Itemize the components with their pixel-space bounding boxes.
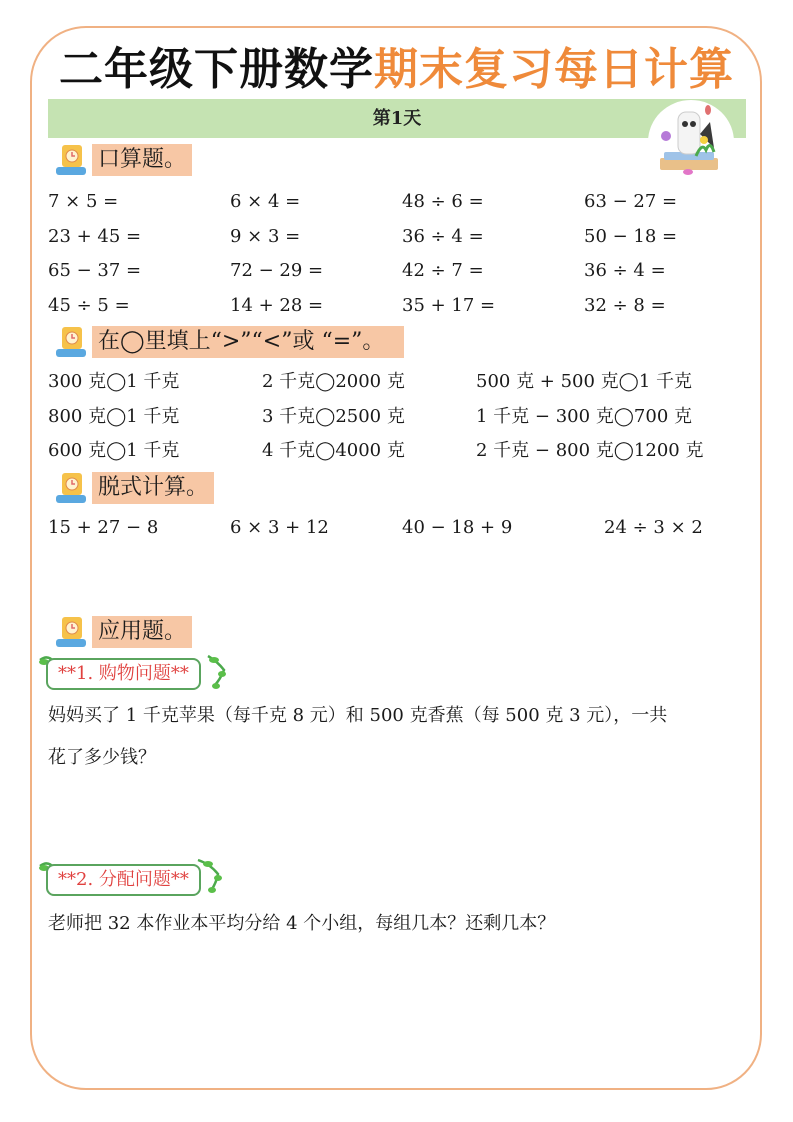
section-label: 脱式计算。 <box>92 472 214 504</box>
compare-item: 3 千克◯2500 克 <box>262 406 405 427</box>
stepwise-item: 40 − 18 + 9 <box>402 517 513 538</box>
oral-item: 72 − 29 = <box>230 260 324 281</box>
problem-text: 妈妈买了 1 千克苹果（每千克 8 元）和 500 克香蕉（每 500 克 3 元），一共 <box>48 705 668 726</box>
oral-item: 32 ÷ 8 = <box>584 295 666 316</box>
compare-item: 500 克 + 500 克◯1 千克 <box>476 371 692 392</box>
oral-item: 36 ÷ 4 = <box>402 226 484 247</box>
compare-item: 300 克◯1 千克 <box>48 371 180 392</box>
alarm-clock-book-icon <box>54 471 90 505</box>
day-banner: 第1天 <box>48 99 746 138</box>
oral-item: 35 + 17 = <box>402 295 496 316</box>
section-label: 口算题。 <box>92 144 192 176</box>
compare-item: 800 克◯1 千克 <box>48 406 180 427</box>
oral-item: 48 ÷ 6 = <box>402 191 484 212</box>
problem-title: **2. 分配问题** <box>46 864 201 896</box>
problem-text: 花了多少钱？ <box>48 747 156 768</box>
oral-item: 45 ÷ 5 = <box>48 295 130 316</box>
stepwise-item: 24 ÷ 3 × 2 <box>604 517 703 538</box>
title-black: 二年级下册数学 <box>59 44 374 95</box>
page-title <box>0 40 793 100</box>
compare-item: 4 千克◯4000 克 <box>262 440 405 461</box>
oral-item: 6 × 4 = <box>230 191 301 212</box>
mascot-illustration-icon <box>648 100 734 184</box>
oral-item: 9 × 3 = <box>230 226 301 247</box>
oral-item: 65 − 37 = <box>48 260 142 281</box>
oral-item: 23 + 45 = <box>48 226 142 247</box>
title-orange: 期末复习每日计算 <box>374 44 734 95</box>
alarm-clock-book-icon <box>54 143 90 177</box>
section-label: 在◯里填上“>”“<”或 “=”。 <box>92 326 404 358</box>
stepwise-item: 15 + 27 − 8 <box>48 517 159 538</box>
oral-item: 7 × 5 = <box>48 191 119 212</box>
alarm-clock-book-icon <box>54 325 90 359</box>
section-stepwise-header <box>54 471 214 505</box>
compare-item: 2 千克 − 800 克◯1200 克 <box>476 440 704 461</box>
oral-item: 36 ÷ 4 = <box>584 260 666 281</box>
stepwise-item: 6 × 3 + 12 <box>230 517 329 538</box>
oral-item: 50 − 18 = <box>584 226 678 247</box>
oral-item: 42 ÷ 7 = <box>402 260 484 281</box>
section-word-header <box>54 615 192 649</box>
oral-item: 63 − 27 = <box>584 191 678 212</box>
section-label: 应用题。 <box>92 616 192 648</box>
compare-item: 600 克◯1 千克 <box>48 440 180 461</box>
oral-item: 14 + 28 = <box>230 295 324 316</box>
problem-text: 老师把 32 本作业本平均分给 4 个小组，每组几本？还剩几本？ <box>48 913 556 934</box>
problem-title: **1. 购物问题** <box>46 658 201 690</box>
section-oral-header <box>54 143 192 177</box>
section-compare-header <box>54 325 404 359</box>
compare-item: 1 千克 − 300 克◯700 克 <box>476 406 692 427</box>
alarm-clock-book-icon <box>54 615 90 649</box>
compare-item: 2 千克◯2000 克 <box>262 371 405 392</box>
